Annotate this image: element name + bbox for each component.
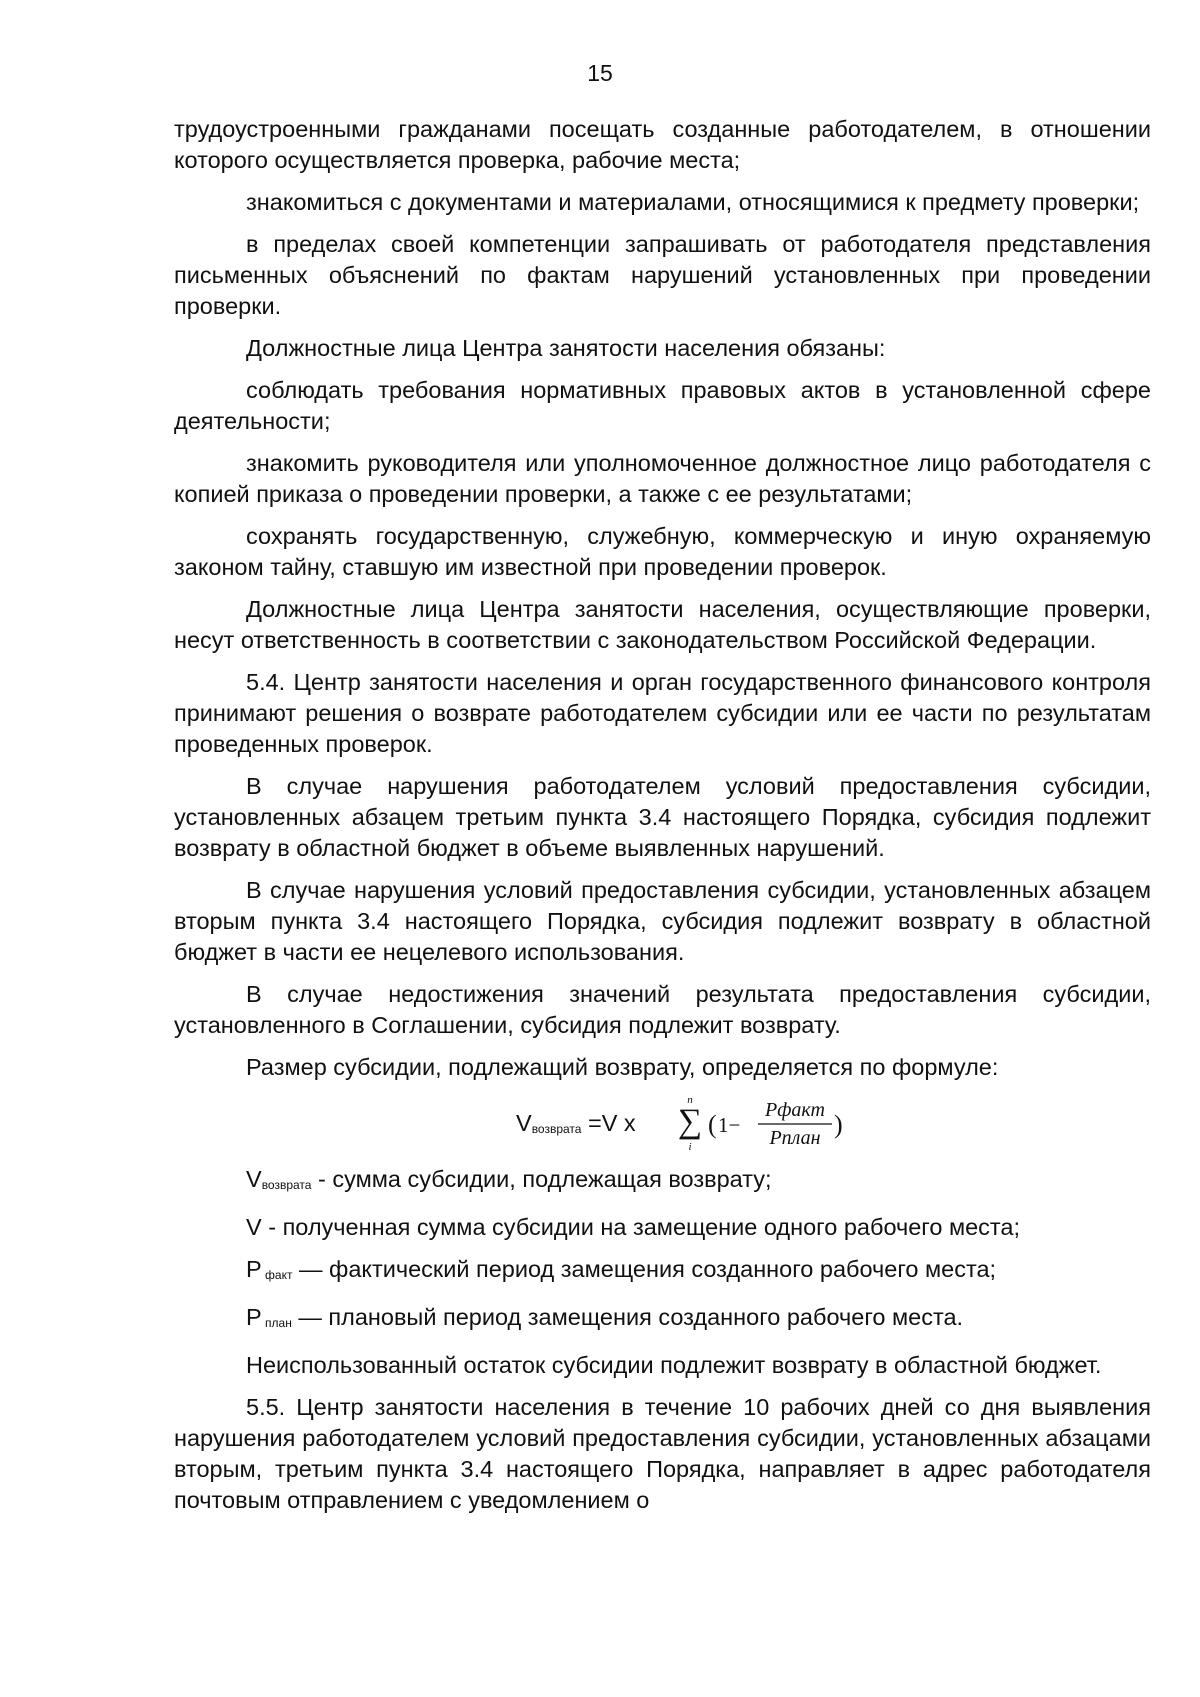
paragraph: Размер субсидии, подлежащий возврату, определяется по формуле: [246, 1054, 999, 1080]
definition-subscript: факт [261, 1268, 293, 1282]
close-paren: ) [834, 1110, 843, 1139]
document-body [174, 114, 1151, 1527]
paragraph: соблюдать требования нормативных правовых актов в установленной сфере деятельности; [174, 377, 1151, 434]
definition-item [174, 1302, 1151, 1339]
paragraph: в пределах своей компетенции запрашивать от работодателя представления письменных объяснений по фактам нарушений установленных при проведении проверки. [174, 231, 1151, 319]
one-minus: 1− [718, 1113, 741, 1137]
definition-symbol: V [246, 1214, 262, 1240]
definition-symbol: Р [246, 1256, 262, 1282]
sum-upper-limit: n [687, 1094, 693, 1106]
definition-text: - сумма субсидии, подлежащая возврату; [311, 1166, 772, 1192]
definition-subscript: план [261, 1316, 292, 1330]
definition-text: — плановый период замещения созданного рабочего места. [291, 1304, 964, 1330]
page-number: 15 [587, 60, 613, 86]
paragraph: знакомиться с документами и материалами, относящимися к предмету проверки; [246, 189, 1140, 215]
paragraph: В случае нарушения работодателем условий предоставления субсидии, установленных абзацем третьим пункта 3.4 настоящего Порядка, субсидия подлежит возврату в областной бюджет в объеме выявленных нарушений. [174, 773, 1151, 861]
paragraph: 5.5. Центр занятости населения в течение 10 рабочих дней со дня выявления нарушения работодателем условий предоставления субсидии, установленных абзацами вторым, третьим пункта 3.4 настоящего Порядка, направляет в адрес работодателя почтовым отправлением с уведомлением о [174, 1394, 1151, 1513]
sum-lower-limit: i [688, 1141, 692, 1153]
paragraph: В случае недостижения значений результата предоставления субсидии, установленного в Соглашении, субсидия подлежит возврату. [174, 981, 1151, 1038]
paragraph: Неиспользованный остаток субсидии подлежит возврату в областной бюджет. [246, 1352, 1102, 1378]
definition-symbol: V [246, 1166, 262, 1192]
formula-lhs-subscript: возврата [531, 1122, 582, 1136]
paragraph: 5.4. Центр занятости населения и орган государственного финансового контроля принимают решения о возврате работодателем субсидии или ее части по результатам проведенных проверок. [174, 669, 1151, 757]
sum-symbol: ∑ [677, 1103, 703, 1140]
formula-sum-expression [674, 1094, 874, 1156]
formula-equals: =V x [581, 1110, 636, 1136]
paragraph: сохранять государственную, служебную, коммерческую и иную охраняемую законом тайну, ставшую им известной при проведении проверок. [174, 523, 1151, 580]
definition-symbol: Р [246, 1304, 262, 1330]
paragraph: Должностные лица Центра занятости населения, осуществляющие проверки, несут ответственность в соответствии с законодательством Российской Федерации. [174, 596, 1151, 653]
refund-formula [174, 1094, 1151, 1156]
fraction-numerator: Рфакт [765, 1099, 825, 1121]
paragraph: трудоустроенными гражданами посещать созданные работодателем, в отношении которого осуществляется проверка, рабочие места; [174, 116, 1151, 173]
open-paren: ( [708, 1110, 717, 1139]
formula-lhs-symbol: V [516, 1110, 532, 1136]
definition-item [174, 1212, 1151, 1243]
definition-item [174, 1254, 1151, 1291]
definition-item [174, 1164, 1151, 1201]
paragraph: знакомить руководителя или уполномоченное должностное лицо работодателя с копией приказа о проведении проверки, а также с ее результатами; [174, 450, 1151, 507]
formula-lhs [516, 1108, 636, 1145]
paragraph: В случае нарушения условий предоставления субсидии, установленных абзацем вторым пункта 3.4 настоящего Порядка, субсидия подлежит возврату в областной бюджет в части ее нецелевого использования. [174, 877, 1151, 965]
definition-subscript: возврата [261, 1178, 312, 1192]
definition-text: — фактический период замещения созданного рабочего места; [292, 1256, 997, 1282]
paragraph: Должностные лица Центра занятости населения обязаны: [246, 335, 886, 361]
definition-text: - полученная сумма субсидии на замещение одного рабочего места; [261, 1214, 1021, 1240]
fraction-denominator: Рплан [769, 1127, 821, 1149]
